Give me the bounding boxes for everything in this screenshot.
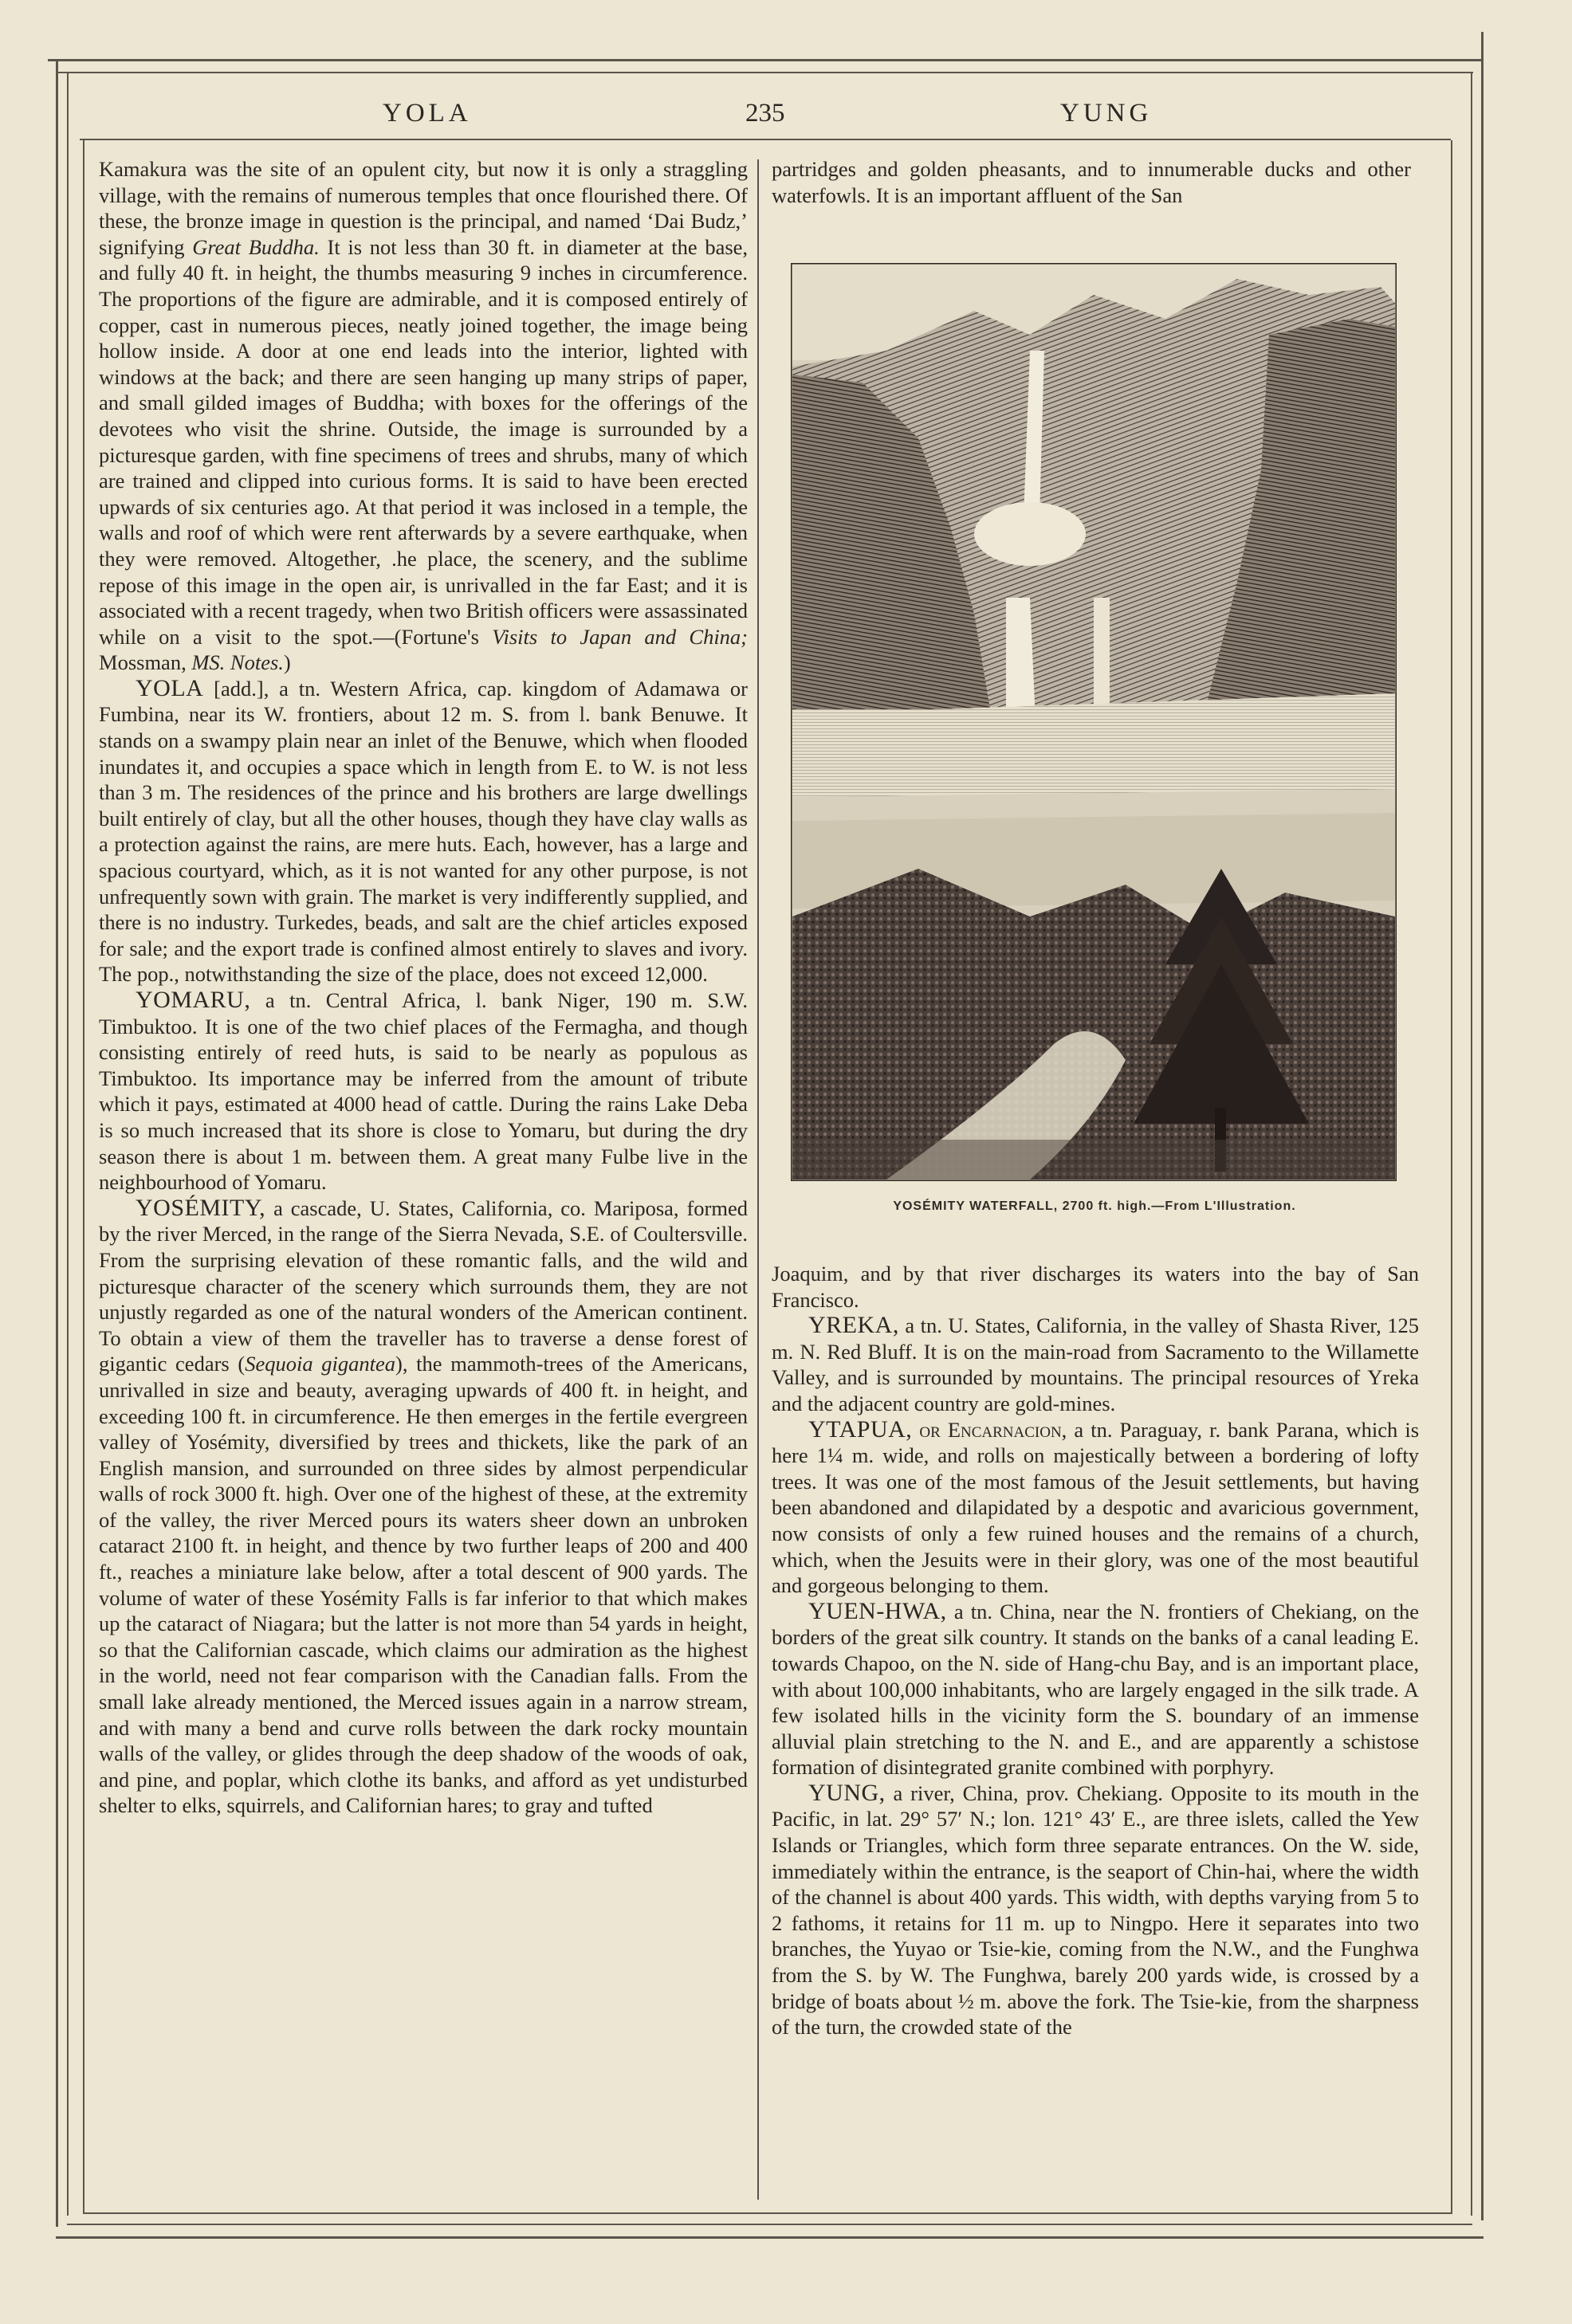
left-column <box>99 156 748 1819</box>
entry-yosemity: YOSÉMITY, a cascade, U. States, California, co. Mariposa, formed by the river Merced, in the range of the Sierra Nevada, S.E. of Coultersville. From the surprising elevation of these romantic falls, and the wild and picturesque character of the scenery which surrounds them, they are not unjustly regarded as one of the natural wonders of the American continent. To obtain a view of them the traveller has to traverse a dense forest of gigantic cedars (Sequoia gigantea), the mammoth-trees of the Americans, unrivalled in size and beauty, averaging upwards of 400 ft. in height, and exceeding 100 ft. in circumference. He then emerges in the fertile evergreen valley of Yosémity, diversified by trees and thickets, like the park of an English mansion, and surrounded on three sides by almost perpendicular walls of rock 3000 ft. high. Over one of the highest of these, at the extremity of the valley, the river Merced pours its waters sheer down an unbroken cataract 2100 ft. in height, and thence by two further leaps of 200 and 400 ft., reaches a miniature lake below, after a total descent of 900 yards. The volume of water of these Yosémity Falls is far inferior to that which makes up the cataract of Niagara; but the latter is not more than 54 yards in height, so that the Californian cascade, which claims our admiration as the highest in the world, need not fear comparison with the Canadian falls. From the small lake already mentioned, the Merced issues again in a narrow stream, and with many a bend and curve rolls between the dark rocky mountain walls of the valley, or glides through the deep shadow of the woods of oak, and pine, and poplar, which clothe its banks, and afford as yet undisturbed shelter to elks, squirrels, and Californian hares; to gray and tufted <box>99 1194 748 1818</box>
headword: YREKA, <box>808 1312 899 1339</box>
right-column-bottom <box>772 1261 1419 2040</box>
entry-yreka: YREKA, a tn. U. States, California, in the valley of Shasta River, 125 m. N. Red Bluff. It is on the main-road from Sacramento to the Willamette Valley, and is surrounded by mountains. The principal resources of Yreka and the adjacent country are gold-mines. <box>772 1312 1420 1415</box>
waterfall-illustration <box>791 263 1397 1181</box>
headword: YUNG, <box>808 1779 886 1806</box>
headword: YUEN-HWA, <box>808 1597 947 1624</box>
frame-outer-right <box>1481 32 1484 2220</box>
entry-yung: YUNG, a river, China, prov. Chekiang. Opposite to its mouth in the Pacific, in lat. 29° 57′ N.; lon. 121° 43′ E., are three islets, called the Yew Islands or Triangles, which form three separate entrances. On the W. side, immediately within the entrance, is the seaport of Chin-hai, where the width of the channel is about 400 yards. This width, with depths varying from 5 to 2 fathoms, it retains for 11 m. up to Ningpo. Here it separates into two branches, the Yuyao or Tsie-kie, coming from the N.W., and the Funghwa from the S. by W. The Funghwa, barely 200 yards wide, is crossed by a bridge of boats about ½ m. above the fork. The Tsie-kie, from the sharpness of the turn, the crowded state of the <box>772 1779 1420 2039</box>
waterfall-engraving <box>791 263 1397 1181</box>
frame-inner-top <box>57 72 1473 73</box>
continued-paragraph: Joaquim, and by that river discharges its waters into the bay of San Francisco. <box>772 1262 1419 1312</box>
frame-outer-left <box>56 59 58 2227</box>
frame-outer-bottom <box>56 2236 1484 2239</box>
entry-yola: YOLA [add.], a tn. Western Africa, cap. kingdom of Adamawa or Fumbina, near its W. frontiers, about 12 m. S. from l. bank Benuwe. It stands on a swampy plain near an inlet of the Benuwe, which when flooded inundates it, and occupies a space which in length from E. to W. is not less than 3 m. The residences of the prince and his brothers are large dwellings built entirely of clay, but all the other houses, though they have clay walls as a protection against the rains, are mere huts. Each, however, has a large and spacious courtyard, which, as it is not wanted for any other purpose, is not unfrequently sown with grain. The market is very indifferently supplied, and there is no industry. Turkedes, beads, and salt are the chief articles exposed for sale; and the export trade is confined almost entirely to slaves and ivory. The pop., notwithstanding the size of the place, does not exceed 12,000. <box>99 674 748 987</box>
frame-inner-right <box>1471 72 1472 2216</box>
headword: YOMARU, <box>136 987 251 1013</box>
headword: YTAPUA, <box>808 1415 913 1443</box>
column-divider <box>757 159 759 2200</box>
text-box-left <box>83 140 84 2214</box>
right-column-top <box>772 156 1411 208</box>
entry-yomaru: YOMARU, a tn. Central Africa, l. bank Niger, 190 m. S.W. Timbuktoo. It is one of the two chief places of the Fermagha, and though consisting entirely of reed huts, is said to be nearly as populous as Timbuktoo. Its importance may be inferred from the amount of tribute which it pays, estimated at 4000 head of cattle. During the rains Lake Deba is so much increased that its shore is close to Yomaru, but during the dry season there is about 1 m. between them. A great many Fulbe live in the neighbourhood of Yomaru. <box>99 987 748 1195</box>
entry-yuen-hwa: YUEN-HWA, a tn. China, near the N. frontiers of Chekiang, on the borders of the great silk country. It stands on the banks of a canal leading E. towards Chapoo, on the N. side of Hang-chu Bay, and is an important place, with about 100,000 inhabitants, who are largely engaged in the silk trade. A few isolated hills in the vicinity form the S. boundary of an immense alluvial plain stretching to the N. and E., and are apparently a schistose formation of disintegrated granite combined with porphyry. <box>772 1597 1420 1780</box>
frame-inner-left <box>67 72 69 2216</box>
header-left-word: YOLA <box>383 99 472 128</box>
running-header <box>80 99 1451 147</box>
frame-inner-bottom <box>67 2224 1472 2225</box>
text-box-bottom <box>83 2212 1452 2214</box>
figure-caption: YOSÉMITY WATERFALL, 2700 ft. high.—From L'Illustration. <box>893 1199 1296 1213</box>
headword: YOLA <box>136 674 204 701</box>
page-number: 235 <box>745 99 785 128</box>
text-box-right <box>1451 140 1452 2214</box>
headword: YOSÉMITY, <box>136 1194 266 1221</box>
continued-paragraph: Kamakura was the site of an opulent city, but now it is only a straggling village, with the remains of numerous temples that once flourished there. Of these, the bronze image in question is the principal, and named ‘Dai Budz,’ signifying Great Buddha. It is not less than 30 ft. in diameter at the base, and fully 40 ft. in height, the thumbs measuring 9 inches in circumference. The proportions of the figure are admirable, and it is composed entirely of copper, cast in numerous pieces, neatly joined together, the image being hollow inside. A door at one end leads into the interior, lighted with windows at the back; and there are seen hanging up many strips of paper, and small gilded images of Buddha; with boxes for the offerings of the devotees who visit the shrine. Outside, the image is surrounded by a picturesque garden, with fine specimens of trees and shrubs, many of which are trained and clipped into curious forms. It is said to have been erected upwards of six centuries ago. At that period it was inclosed in a temple, the walls and roof of which were rent afterwards by a severe earthquake, when they were removed. Altogether, .he place, the scenery, and the sublime repose of this image in the open air, is unrivalled in the far East; and it is associated with a recent tragedy, when two British officers were assassinated while on a visit to the spot.—(Fortune's Visits to Japan and China; Mossman, MS. Notes.) <box>99 157 749 675</box>
header-right-word: YUNG <box>1060 99 1153 128</box>
frame-outer-top <box>48 59 1483 61</box>
entry-ytapua: YTAPUA, or Encarnacion, a tn. Paraguay, r. bank Parana, which is here 1¼ m. wide, and rolls on majestically between a bordering of lofty trees. It was one of the most famous of the Jesuit settlements, but having been abandoned and dilapidated by a despotic and avaricious government, now consists of only a few ruined houses and the remains of a church, which, when the Jesuits were in their glory, was one of the most beautiful and gorgeous belonging to them. <box>772 1415 1420 1598</box>
continued-paragraph: partridges and golden pheasants, and to innumerable ducks and other waterfowls. It is an important affluent of the San <box>772 157 1411 207</box>
